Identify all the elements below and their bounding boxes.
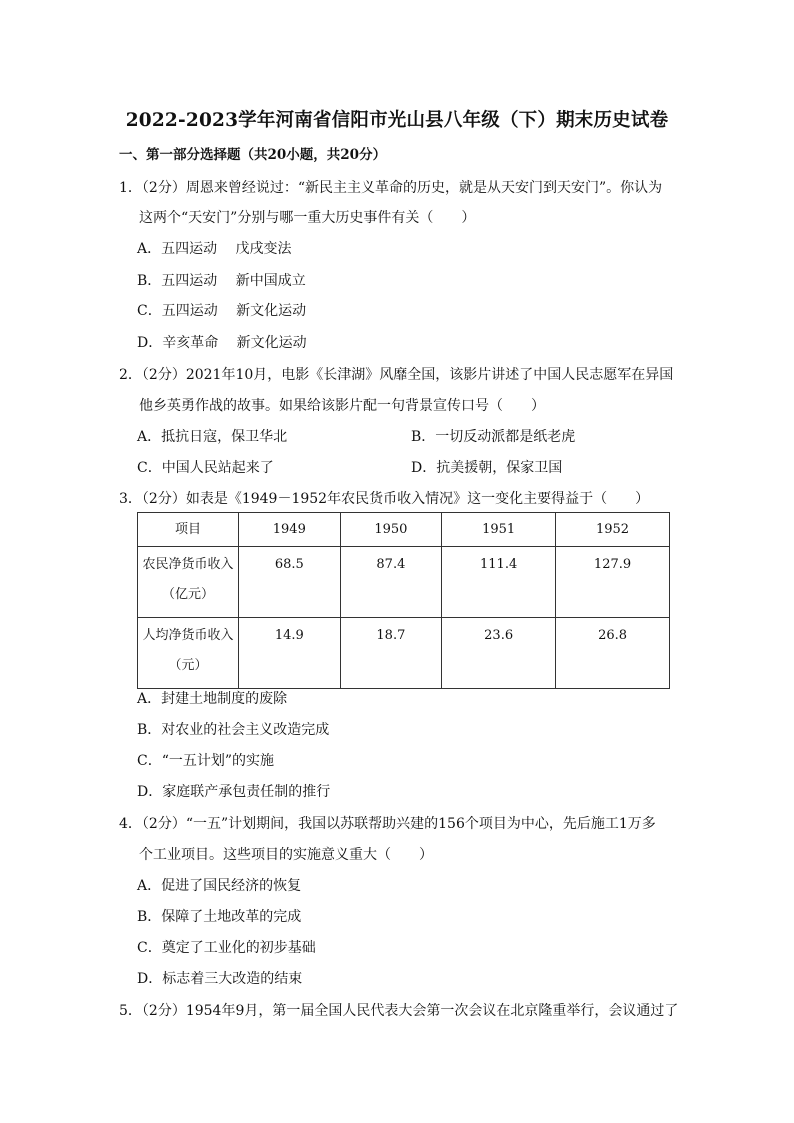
income-table [137,512,670,689]
question-4-option-c[interactable]: C．奠定了工业化的初步基础 [137,940,316,956]
question-3-option-d[interactable]: D．家庭联产承包责任制的推行 [137,784,331,800]
question-text: （2分）1954年9月，第一届全国人民代表大会第一次会议在北京隆重举行，会议通过了 [141,1003,679,1019]
question-3-option-b[interactable]: B．对农业的社会主义改造完成 [137,722,330,738]
exam-title: 2022-2023学年河南省信阳市光山县八年级（下）期末历史试卷 [125,110,669,131]
question-2-option-a[interactable]: A．抵抗日寇，保卫华北 [137,429,288,445]
question-4-stem-continued: 个工业项目。这些项目的实施意义重大（ ） [139,847,433,863]
table-cell: 68.5 [239,547,341,618]
question-3-stem [119,488,649,508]
row-label [138,547,239,618]
question-4-option-a[interactable]: A．促进了国民经济的恢复 [137,878,302,894]
row-label-line: 农民净货币收入 [142,557,234,572]
question-5-stem [119,1000,678,1020]
table-header-cell: 1950 [340,513,442,547]
table-header-cell: 项目 [138,513,239,547]
question-4-option-d[interactable]: D．标志着三大改造的结束 [137,971,303,987]
question-text: （2分）周恩来曾经说过：“新民主主义革命的历史，就是从天安门到天安门”。你认为 [141,180,663,196]
question-2-option-d[interactable]: D．抗美援朝，保家卫国 [411,460,563,476]
table-cell: 127.9 [556,547,670,618]
question-1-option-a[interactable]: A．五四运动 戊戌变法 [137,241,292,257]
question-4-stem [119,813,656,833]
question-text: （2分）2021年10月，电影《长津湖》风靡全国，该影片讲述了中国人民志愿军在异国 [141,367,674,383]
table-row [138,547,670,618]
section-heading: 一、第一部分选择题（共20小题，共20分） [119,147,387,163]
question-4-option-b[interactable]: B．保障了土地改革的完成 [137,909,302,925]
table-header-cell: 1951 [442,513,556,547]
table-header-cell: 1949 [239,513,341,547]
table-cell: 14.9 [239,618,341,689]
table-cell: 23.6 [442,618,556,689]
question-number: 1． [119,180,142,196]
row-label-unit: （亿元） [161,587,214,602]
question-1-option-b[interactable]: B．五四运动 新中国成立 [137,273,306,289]
row-label-unit: （元） [168,658,208,673]
question-3-option-a[interactable]: A．封建土地制度的废除 [137,691,288,707]
question-2-stem [119,364,673,384]
question-2-stem-continued: 他乡英勇作战的故事。如果给该影片配一句背景宣传口号（ ） [139,398,545,414]
question-number: 2． [119,367,142,383]
table-header-row [138,513,670,547]
question-text: （2分）“一五”计划期间，我国以苏联帮助兴建的156个项目为中心，先后施工1万多 [141,816,656,832]
question-1-stem [119,177,662,197]
question-number: 4． [119,816,142,832]
question-text: （2分）如表是《1949－1952年农民货币收入情况》这一变化主要得益于（ ） [141,491,650,507]
table-cell: 18.7 [340,618,442,689]
question-3-option-c[interactable]: C．“一五计划”的实施 [137,753,275,769]
table-header-cell: 1952 [556,513,670,547]
row-label-line: 人均净货币收入 [142,628,234,643]
row-label [138,618,239,689]
table-cell: 26.8 [556,618,670,689]
question-2-option-c[interactable]: C．中国人民站起来了 [137,460,274,476]
question-number: 5． [119,1003,142,1019]
question-1-option-c[interactable]: C．五四运动 新文化运动 [137,303,307,319]
question-1-stem-continued: 这两个“天安门”分别与哪一重大历史事件有关（ ） [139,210,476,226]
question-number: 3． [119,491,142,507]
table-row [138,618,670,689]
table-cell: 87.4 [340,547,442,618]
question-2-option-b[interactable]: B．一切反动派都是纸老虎 [411,429,576,445]
table-cell: 111.4 [442,547,556,618]
question-1-option-d[interactable]: D．辛亥革命 新文化运动 [137,335,307,351]
